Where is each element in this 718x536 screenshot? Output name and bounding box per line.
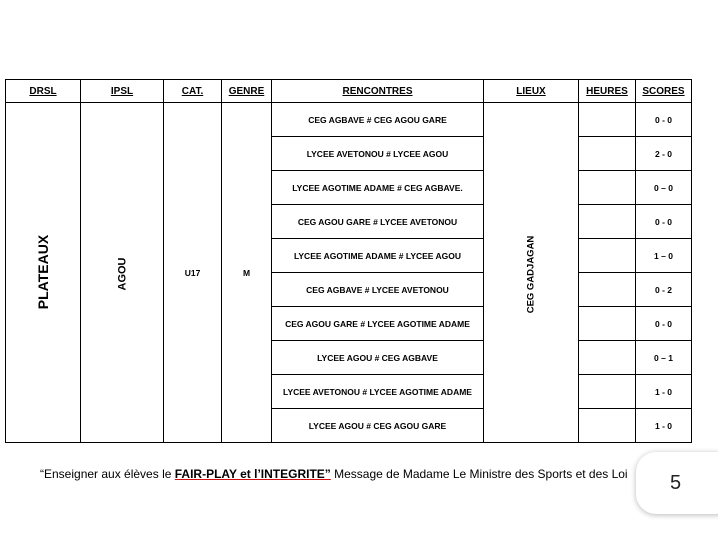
heure-cell [579,307,636,341]
footer-prefix: “Enseigner aux élèves le [40,467,175,481]
results-table-container [5,79,691,443]
match-cell: CEG AGBAVE # CEG AGOU GARE [272,103,484,137]
lieu-value: CEG GADJAGAN [525,235,537,313]
drsl-cell [6,103,81,443]
table-row [6,103,692,137]
match-cell: CEG AGBAVE # LYCEE AVETONOU [272,273,484,307]
page-number-badge[interactable] [636,452,718,514]
header-row [6,80,692,103]
footer-fairplay: FAIR-PLAY et l’INTEGRITE” [174,467,331,481]
match-cell: LYCEE AVETONOU # LYCEE AGOTIME ADAME [272,375,484,409]
genre-value: M [222,103,272,443]
ipsl-value: AGOU [116,257,128,290]
footer-message [40,467,628,481]
score-cell: 0 - 0 [636,307,692,341]
heure-cell [579,171,636,205]
match-cell: CEG AGOU GARE # LYCEE AVETONOU [272,205,484,239]
heure-cell [579,409,636,443]
score-cell: 1 - 0 [636,375,692,409]
header-cat: CAT. [164,80,222,103]
match-cell: LYCEE AGOU # CEG AGOU GARE [272,409,484,443]
header-heures: HEURES [579,80,636,103]
match-cell: LYCEE AGOU # CEG AGBAVE [272,341,484,375]
score-cell: 0 - 0 [636,103,692,137]
page-number: 5 [670,472,682,494]
match-cell: LYCEE AGOTIME ADAME # LYCEE AGOU [272,239,484,273]
heure-cell [579,341,636,375]
heure-cell [579,375,636,409]
results-table [5,79,692,443]
match-cell: CEG AGOU GARE # LYCEE AGOTIME ADAME [272,307,484,341]
header-scores: SCORES [636,80,692,103]
header-rencontres: RENCONTRES [272,80,484,103]
score-cell: 0 – 1 [636,341,692,375]
score-cell: 0 - 2 [636,273,692,307]
score-cell: 1 - 0 [636,409,692,443]
ipsl-cell [81,103,164,443]
header-ipsl: IPSL [81,80,164,103]
header-genre: GENRE [222,80,272,103]
header-lieux: LIEUX [484,80,579,103]
heure-cell [579,205,636,239]
match-cell: LYCEE AGOTIME ADAME # CEG AGBAVE. [272,171,484,205]
heure-cell [579,239,636,273]
heure-cell [579,103,636,137]
drsl-value: PLATEAUX [35,234,52,309]
score-cell: 2 - 0 [636,137,692,171]
footer-suffix: Message de Madame Le Ministre des Sports et des Loi [330,467,628,481]
score-cell: 0 – 0 [636,171,692,205]
heure-cell [579,273,636,307]
heure-cell [579,137,636,171]
lieu-cell [484,103,579,443]
cat-value: U17 [164,103,222,443]
match-cell: LYCEE AVETONOU # LYCEE AGOU [272,137,484,171]
score-cell: 0 - 0 [636,205,692,239]
score-cell: 1 – 0 [636,239,692,273]
header-drsl: DRSL [6,80,81,103]
